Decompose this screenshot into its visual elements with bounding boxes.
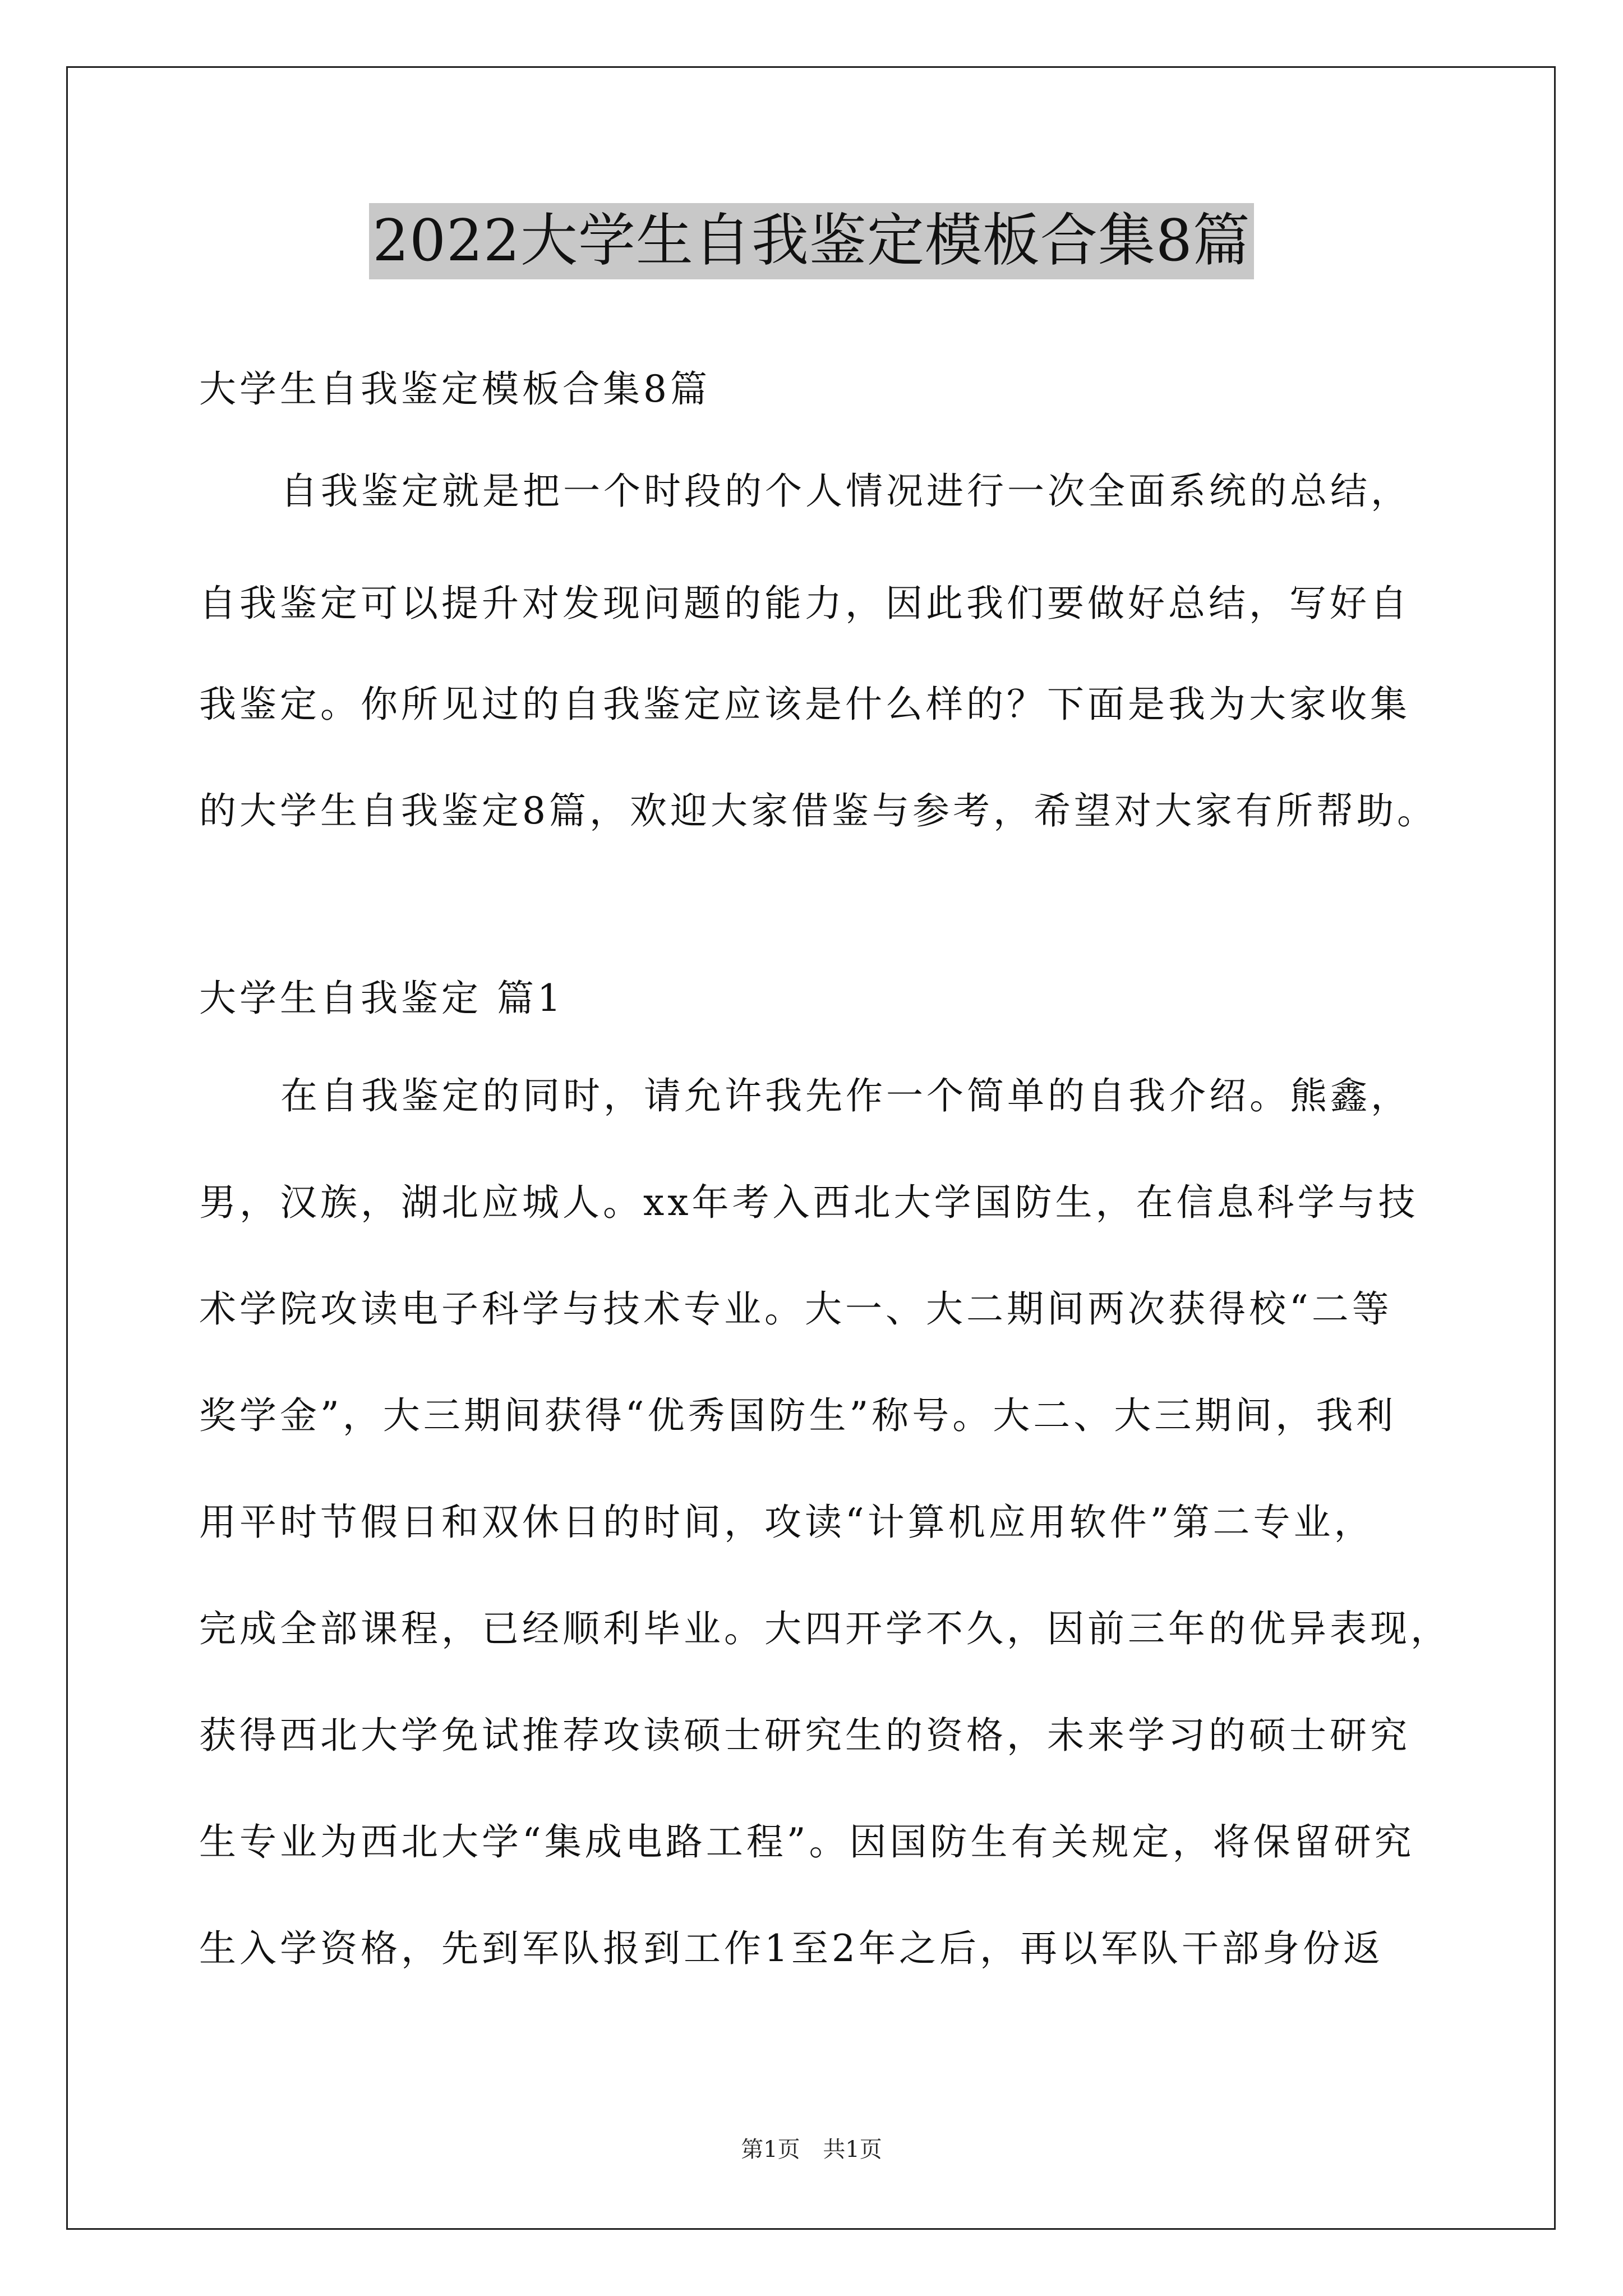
intro-line: 自我鉴定就是把一个时段的个人情况进行一次全面系统的总结， bbox=[280, 470, 1411, 513]
section-line: 完成全部课程，已经顺利毕业。大四开学不久，因前三年的优异表现， bbox=[199, 1607, 1451, 1650]
section-line: 术学院攻读电子科学与技术专业。大一、大二期间两次获得校“二等 bbox=[199, 1287, 1393, 1331]
title-container bbox=[0, 203, 1623, 279]
section-line: 在自我鉴定的同时，请允许我先作一个简单的自我介绍。熊鑫， bbox=[280, 1074, 1411, 1117]
section-line: 用平时节假日和双休日的时间，攻读“计算机应用软件”第二专业， bbox=[199, 1501, 1375, 1544]
section-line: 奖学金”，大三期间获得“优秀国防生”称号。大二、大三期间，我利 bbox=[199, 1394, 1397, 1437]
section-line: 男，汉族，湖北应城人。xx年考入西北大学国防生，在信息科学与技 bbox=[199, 1181, 1419, 1224]
section-line: 获得西北大学免试推荐攻读硕士研究生的资格，未来学习的硕士研究 bbox=[199, 1714, 1410, 1757]
intro-line: 我鉴定。你所见过的自我鉴定应该是什么样的？下面是我为大家收集 bbox=[199, 683, 1410, 726]
intro-line: 自我鉴定可以提升对发现问题的能力，因此我们要做好总结，写好自 bbox=[199, 582, 1410, 625]
intro-line: 的大学生自我鉴定8篇，欢迎大家借鉴与参考，希望对大家有所帮助。 bbox=[199, 789, 1437, 832]
document-title: 2022大学生自我鉴定模板合集8篇 bbox=[369, 203, 1253, 279]
section-line: 生入学资格，先到军队报到工作1至2年之后，再以军队干部身份返 bbox=[199, 1927, 1384, 1970]
section-heading: 大学生自我鉴定 篇1 bbox=[199, 977, 564, 1020]
section-line: 生专业为西北大学“集成电路工程”。因国防生有关规定，将保留研究 bbox=[199, 1820, 1415, 1864]
document-subtitle: 大学生自我鉴定模板合集8篇 bbox=[199, 367, 711, 411]
page-total: 共1页 bbox=[823, 2137, 882, 2162]
page-footer bbox=[0, 2132, 1623, 2164]
page-number: 第1页 bbox=[741, 2137, 800, 2162]
